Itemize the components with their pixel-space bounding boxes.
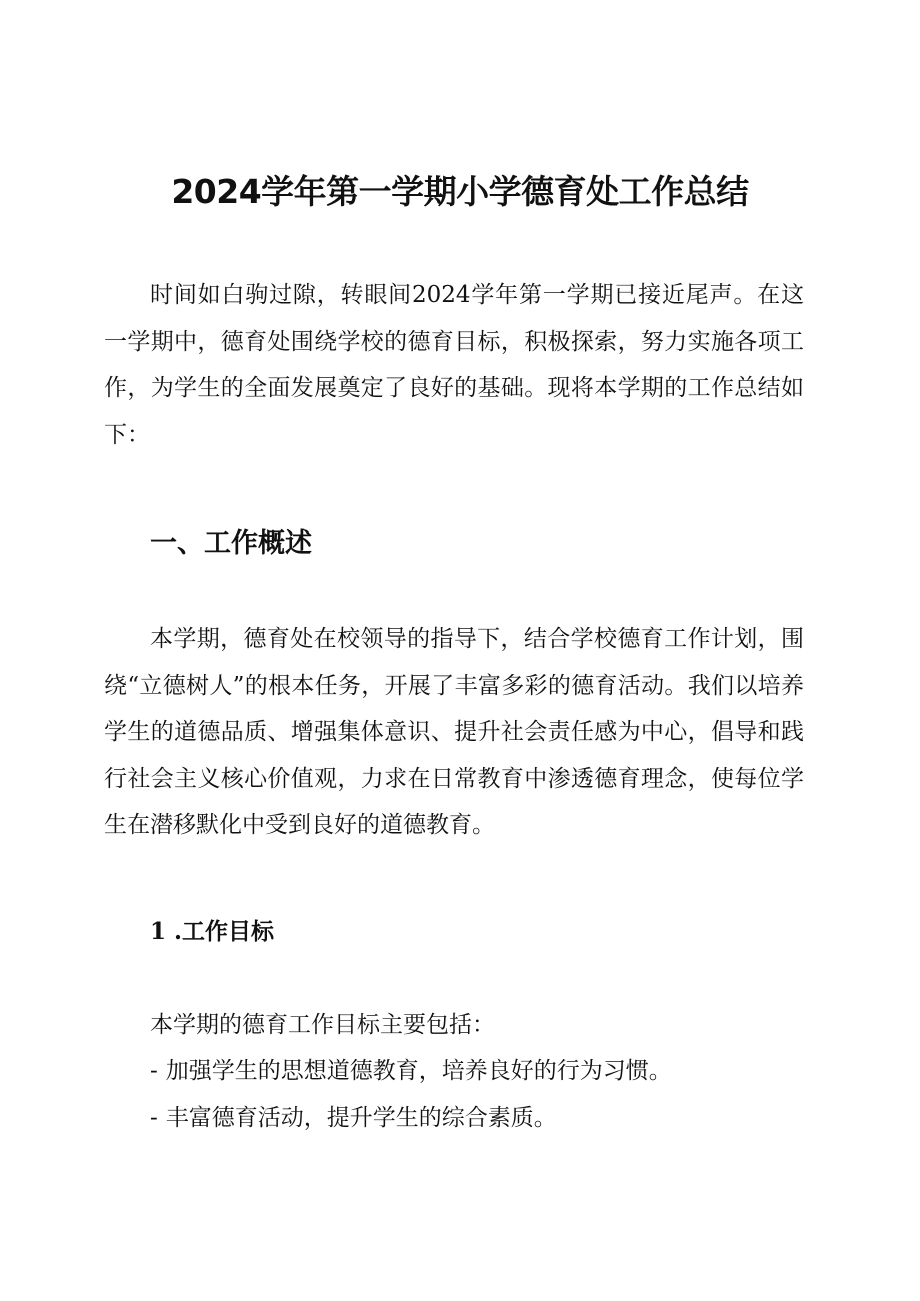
overview-paragraph: 本学期，德育处在校领导的指导下，结合学校德育工作计划，围绕“立德树人”的根本任务，开展了丰富多彩的德育活动。我们以培养学生的道德品质、增强集体意识、提升社会责任感为中心，倡导和践行社会主义核心价值观，力求在日常教育中渗透德育理念，使每位学生在潜移默化中受到良好的道德教育。 [104,626,804,838]
section-heading-overview: 一、工作概述 [150,528,312,559]
goals-intro-text: 本学期的德育工作目标主要包括： [150,1012,495,1038]
document-title: 2024学年第一学期小学德育处工作总结 [171,172,749,211]
goal-text: 加强学生的思想道德教育，培养良好的行为习惯。 [165,1058,672,1084]
goal-list-item [150,1049,672,1093]
intro-paragraph: 时间如白驹过隙，转眼间2024学年第一学期已接近尾声。在这一学期中，德育处围绕学校的德育目标，积极探索，努力实施各项工作，为学生的全面发展奠定了良好的基础。现将本学期的工作总结如下： [104,282,804,448]
subsection-heading-goals: 1 .工作目标 [150,918,275,945]
list-dash-marker: - [150,1058,158,1084]
list-dash-marker: - [150,1105,158,1131]
goal-list-item [150,1096,557,1140]
goal-text: 丰富德育活动，提升学生的综合素质。 [165,1105,557,1131]
